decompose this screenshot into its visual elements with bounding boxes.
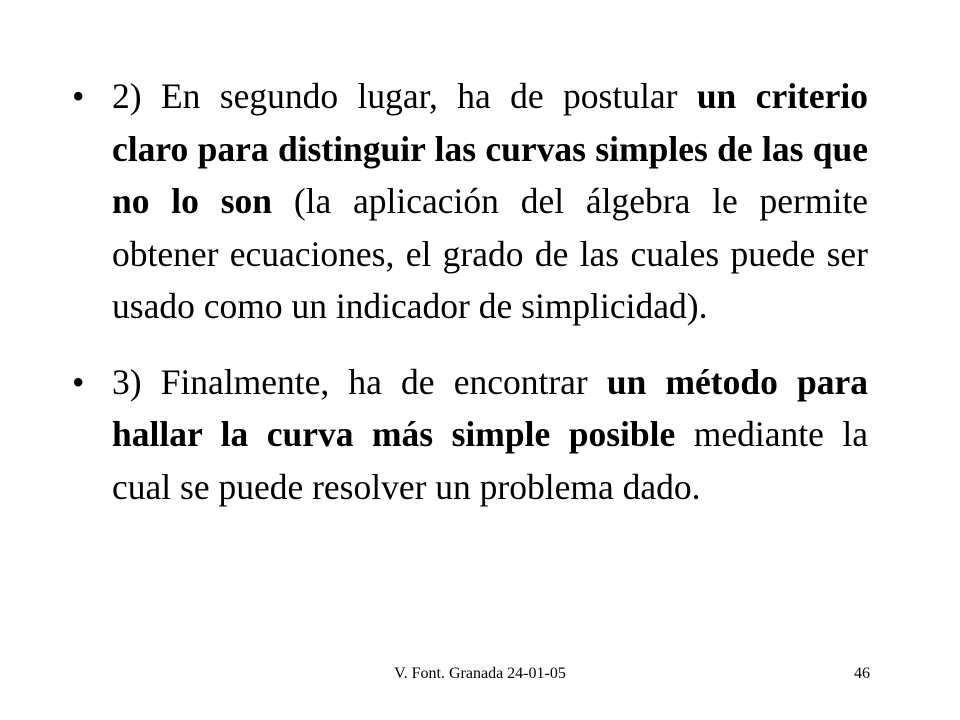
bullet-item-3 (72, 356, 868, 514)
bullet-text-bold: un método para hallar la curva más simple posible (112, 361, 868, 454)
bullet-text-bold: un criterio claro para distinguir las curvas simples de las que no lo son (112, 76, 869, 221)
bullet-icon: • (72, 76, 85, 116)
bullet-text-plain: 3) Finalmente, ha de encontrar (112, 361, 607, 402)
bullet-list (72, 70, 868, 536)
footer-author: V. Font. Granada 24-01-05 (394, 665, 566, 682)
bullet-text-plain: mediante la cual se puede resolver un problema dado. (112, 414, 868, 507)
bullet-text-plain: 2) En segundo lugar, ha de postular (112, 76, 697, 116)
bullet-item-2 (72, 70, 868, 333)
bullet-icon: • (72, 361, 85, 402)
bullet-text-plain: (la aplicación del álgebra le permite obtener ecuaciones, el grado de las cuales puede ser usado como un indicador de simplicidad). (112, 181, 868, 326)
page-number: 46 (854, 665, 870, 682)
